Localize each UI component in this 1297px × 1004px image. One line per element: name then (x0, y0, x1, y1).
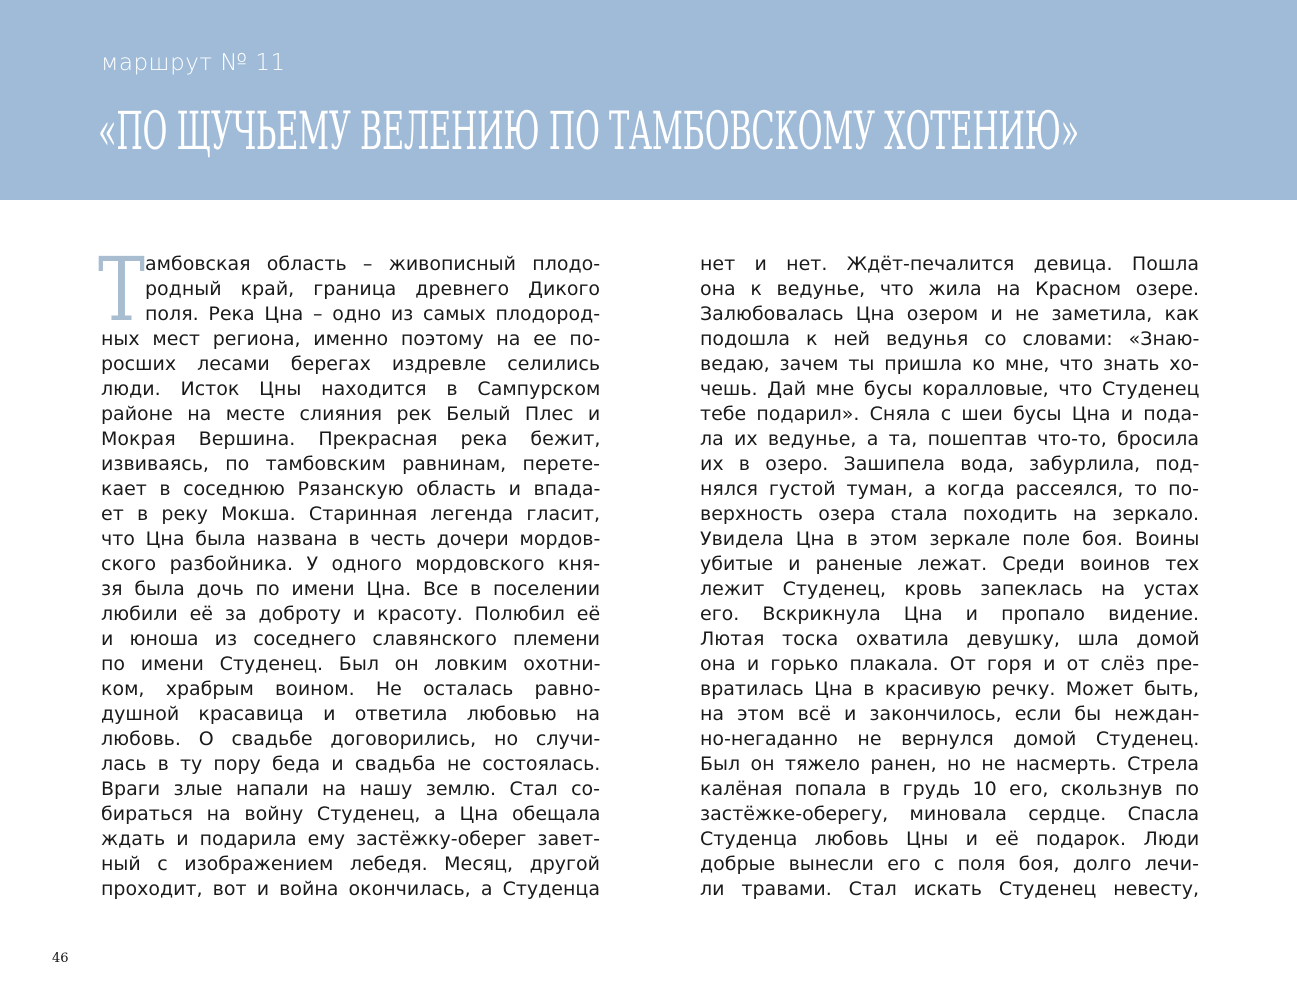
text-line: ных мест региона, именно поэтому на ее по- (101, 328, 601, 350)
text-line: извиваясь, по тамбовским равнинам, перете- (101, 453, 600, 475)
text-line: росших лесами берегах издревле селились (101, 353, 601, 375)
text-line: застёжке-оберегу, миновала сердце. Спасла (700, 803, 1200, 825)
text-line: проходит, вот и война окончилась, а Студенца (101, 878, 600, 900)
right-lines (700, 252, 1199, 902)
text-line: калёная попала в грудь 10 его, скользнув по (700, 778, 1199, 800)
article-left-column (98, 238, 601, 902)
text-line: Враги злые напали на нашу землю. Стал со- (101, 778, 601, 800)
text-line: ждать и подарила ему застёжку-оберег завет- (101, 828, 600, 850)
text-line: их в озеро. Зашипела вода, забурлила, под- (700, 453, 1200, 475)
text-line: Был он тяжело ранен, но не насмерть. Стрела (700, 753, 1199, 775)
text-line: по имени Студенец. Был он ловким охотни- (101, 653, 601, 675)
text-line: вратилась Цна в красивую речку. Может быть, (700, 678, 1200, 700)
left-lines (101, 252, 600, 902)
text-line: зя была дочь по имени Цна. Все в поселении (101, 578, 601, 600)
text-line: что Цна была названа в честь дочери мордов- (101, 528, 601, 550)
text-line: ет в реку Мокша. Старинная легенда гласит, (101, 503, 600, 525)
text-line: ком, храбрым воином. Не осталась равно- (101, 678, 601, 700)
text-line: душной красавица и ответила любовью на (101, 703, 600, 725)
text-line: ского разбойника. У одного мордовского кня- (101, 553, 601, 575)
text-line: но-негаданно не вернулся домой Студенец. (700, 728, 1200, 750)
drop-cap: Т (98, 238, 145, 341)
text-line: лежит Студенец, кровь запеклась на устах (700, 578, 1200, 600)
text-line: бираться на войну Студенец, а Цна обещала (101, 803, 601, 825)
text-line: его. Вскрикнула Цна и пропало видение. (700, 603, 1199, 625)
text-line: родный край, граница древнего Дикого (145, 278, 601, 300)
text-line: Мокрая Вершина. Прекрасная река бежит, (101, 428, 601, 450)
text-line: убитые и раненые лежат. Среди воинов тех (700, 553, 1200, 575)
page-number: 46 (52, 951, 69, 966)
text-line: ный с изображением лебедя. Месяц, другой (101, 853, 600, 875)
text-line: Лютая тоска охватила девушку, шла домой (700, 628, 1200, 650)
text-line: люди. Исток Цны находится в Сампурском (101, 378, 601, 400)
header-band (0, 0, 1297, 200)
text-line: добрые вынесли его с поля боя, долго лечи- (700, 853, 1199, 875)
text-line: ла их ведунье, а та, пошептав что-то, бросила (700, 428, 1199, 450)
text-line: подошла к ней ведунья со словами: «Знаю- (700, 328, 1200, 350)
text-line: любовь. О свадьбе договорились, но случи- (101, 728, 601, 750)
text-line: тебе подарил». Сняла с шеи бусы Цна и пода- (700, 403, 1199, 425)
text-line: районе на месте слияния рек Белый Плес и (101, 403, 601, 425)
text-line: чешь. Дай мне бусы коралловые, что Студенец (700, 378, 1200, 400)
route-title: «ПО ЩУЧЬЕМУ ВЕЛЕНИЮ ПО ТАМБОВСКОМУ ХОТЕНИЮ» (98, 102, 1079, 162)
text-line: и юноша из соседнего славянского племени (101, 628, 600, 650)
text-line: поля. Река Цна – одно из самых плодород- (145, 303, 601, 325)
text-line: верхность озера стала походить на зеркало. (700, 503, 1199, 525)
text-line: любили её за доброту и красоту. Полюбил её (101, 603, 601, 625)
text-line: лась в ту пору беда и свадьба не состоялась. (101, 753, 601, 775)
text-line: Залюбовалась Цна озером и не заметила, как (700, 303, 1200, 325)
text-line: нялся густой туман, а когда рассеялся, то по- (700, 478, 1199, 500)
text-line: ли травами. Стал искать Студенец невесту, (700, 878, 1199, 900)
text-line: кает в соседнюю Рязанскую область и впада- (101, 478, 601, 500)
text-line: на этом всё и закончилось, если бы неждан- (700, 703, 1200, 725)
route-label: маршрут № 11 (101, 50, 286, 76)
text-line: Увидела Цна в этом зеркале поле боя. Воины (700, 528, 1200, 550)
text-line: нет и нет. Ждёт-печалится девица. Пошла (700, 253, 1199, 275)
text-line: она и горько плакала. От горя и от слёз пре- (700, 653, 1200, 675)
text-line: амбовская область – живописный плодо- (145, 253, 601, 275)
article-right-column (700, 252, 1199, 902)
text-line: Студенца любовь Цны и её подарок. Люди (700, 828, 1200, 850)
text-line: ведаю, зачем ты пришла ко мне, что знать хо- (700, 353, 1199, 375)
text-line: она к ведунье, что жила на Красном озере. (700, 278, 1199, 300)
